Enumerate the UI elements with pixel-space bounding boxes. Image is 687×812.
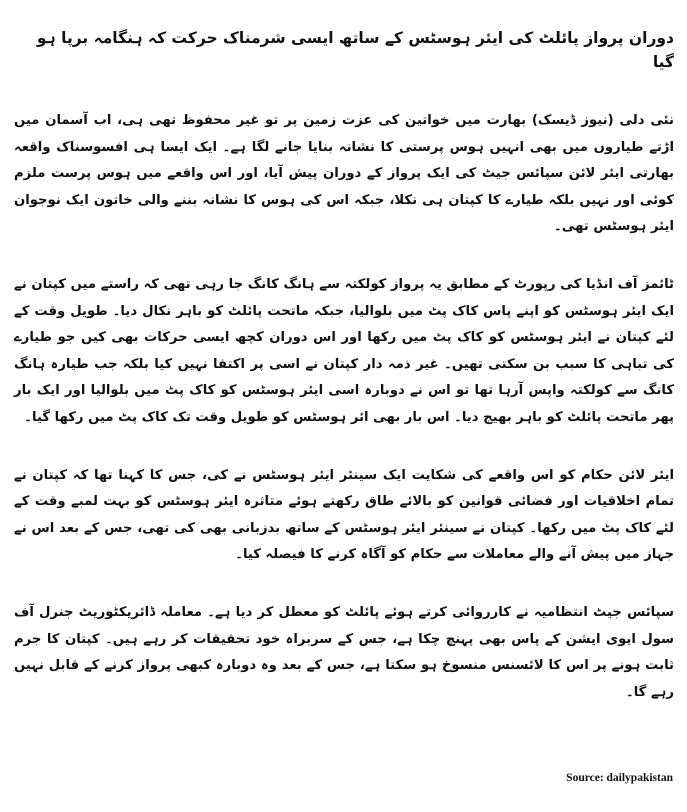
article <box>14 0 674 706</box>
article-paragraph-4: سپائس جیٹ انتظامیہ نے کارروائی کرتے ہوئے پائلٹ کو معطل کر دیا ہے۔ معاملہ ڈائریکٹوریٹ جنرل آف سول ایوی ایشن کے پاس بھی پہنچ چکا ہے، جس کے سربراہ خود تحقیقات کر رہے ہیں۔ کپتان کا جرم ثابت ہونے پر اس کا لائسنس منسوخ ہو سکتا ہے، جس کے بعد وہ دوبارہ کبھی پرواز کرنے کے قابل نہیں رہے گا۔ <box>14 604 674 700</box>
article-headline: دوران پرواز پائلٹ کی ایئر ہوسٹس کے ساتھ ایسی شرمناک حرکت کہ ہنگامہ برپا ہو گیا <box>36 29 674 71</box>
article-paragraph-2: ٹائمز آف انڈیا کی رپورٹ کے مطابق یہ پرواز کولکتہ سے ہانگ کانگ جا رہی تھی کہ راستے میں کپتان نے ایک ایئر ہوسٹس کو اپنے پاس کاک پٹ میں بلوالیا، جبکہ ماتحت پائلٹ کو باہر نکال دیا۔ طویل وقت کے لئے کپتان نے ایئر ہوسٹس کو کاک پٹ میں رکھا اور اس دوران کچھ ایسی حرکات بھی کیں جو طیارے کی تباہی کا سبب بن سکتی تھیں۔ غیر ذمہ دار کپتان نے اسی پر اکتفا نہیں کیا بلکہ جب طیارہ ہانگ کانگ سے کولکتہ واپس آرہا تھا تو اس نے دوبارہ اسی ایئر ہوسٹس کو کاک پٹ میں بلوالیا اور ایک بار پھر ماتحت پائلٹ کو باہر بھیج دیا۔ اس بار بھی ائر ہوسٹس کو طویل وقت تک کاک پٹ میں رکھا گیا۔ <box>14 276 674 425</box>
article-paragraph-3: ایئر لائن حکام کو اس واقعے کی شکایت ایک سینئر ایئر ہوسٹس نے کی، جس کا کہنا تھا کہ کپتان نے تمام اخلاقیات اور فضائی قوانین کو بالائے طاق رکھتے ہوئے متاثرہ ایئر ہوسٹس کو بہت لمبے وقت کے لئے کاک پٹ میں رکھا۔ کپتان نے سینئر ایئر ہوسٹس کے ساتھ بدزبانی بھی کی تھی، جس کے بعد اس نے جہاز میں پیش آنے والے معاملات سے حکام کو آگاہ کرنے کا فیصلہ کیا۔ <box>14 467 674 563</box>
source-credit: Source: dailypakistan <box>566 772 673 784</box>
article-paragraph-1: نئی دلی (نیوز ڈیسک) بھارت میں خواتین کی عزت زمین پر تو غیر محفوظ تھی ہی، اب آسمان میں اڑتے طیاروں میں بھی انہیں ہوس پرستی کا نشانہ بنایا جانے لگا ہے۔ ایک ایسا ہی افسوسناک واقعہ بھارتی ایئر لائن سپائس جیٹ کی ایک پرواز کے دوران پیش آیا، اور اس واقعے میں ہوس پرست ملزم کوئی اور نہیں بلکہ طیارے کا کپتان ہی نکلا، جبکہ اس کی ہوس کا نشانہ بننے والی خاتون ایک نوجوان ایئر ہوسٹس تھی۔ <box>14 113 674 235</box>
